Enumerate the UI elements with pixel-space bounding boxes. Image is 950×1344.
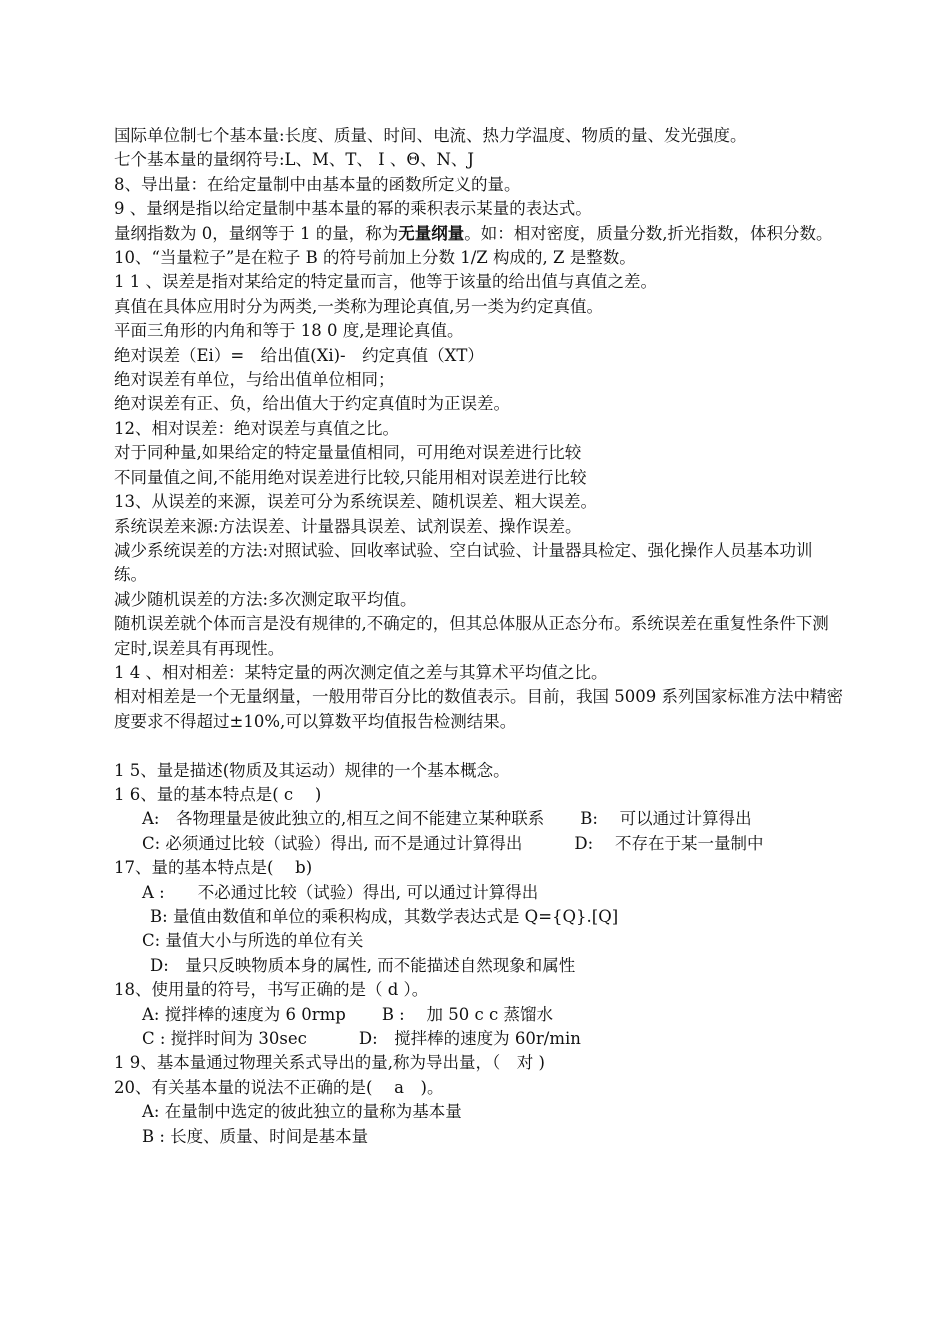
- option-b: B: 可以通过计算得出: [580, 809, 752, 829]
- paragraph-line: 1 4 、相对相差：某特定量的两次测定值之差与其算术平均值之比。: [114, 662, 608, 682]
- question-17: 17、量的基本特点是( b): [114, 858, 313, 878]
- paragraph-line: [114, 222, 844, 246]
- option-c: C: 必须通过比较（试验）得出, 而不是通过计算得出: [142, 833, 523, 853]
- paragraph-line: 系统误差来源:方法误差、计量器具误差、试剂误差、操作误差。: [114, 516, 582, 536]
- option-b: B: 量值由数值和单位的乘积构成，其数学表达式是 Q={Q}.[Q]: [150, 906, 619, 926]
- bold-term: 无量纲量: [398, 223, 465, 243]
- option-a: A : 不必通过比较（试验）得出, 可以通过计算得出: [142, 882, 539, 902]
- option-b: B : 加 50 c c 蒸馏水: [381, 1004, 553, 1024]
- option-row: [114, 1003, 844, 1027]
- paragraph-line: 绝对误差（Ei）= 给出值(Xi)- 约定真值（XT）: [114, 345, 484, 365]
- paragraph-line: 随机误差就个体而言是没有规律的,不确定的，但其总体服从正态分布。系统误差在重复性条件下测定时,误差具有再现性。: [114, 614, 829, 658]
- option-row: [114, 832, 844, 856]
- paragraph-line: 1 1 、误差是指对某给定的特定量而言，他等于该量的给出值与真值之差。: [114, 272, 657, 292]
- option-row: [114, 1027, 844, 1051]
- option-a: A: 搅拌棒的速度为 6 0rmp: [142, 1004, 346, 1024]
- question-16: 1 6、量的基本特点是( c ): [114, 784, 322, 804]
- option-a: A: 各物理量是彼此独立的,相互之间不能建立某种联系: [142, 809, 545, 829]
- question-18: 18、使用量的符号，书写正确的是（ d ）。: [114, 980, 429, 1000]
- option-c: C: 量值大小与所选的单位有关: [142, 931, 364, 951]
- paragraph-line: 平面三角形的内角和等于 18 0 度,是理论真值。: [114, 321, 464, 341]
- paragraph-line: 真值在具体应用时分为两类,一类称为理论真值,另一类为约定真值。: [114, 296, 603, 316]
- paragraph-line: 10、“当量粒子”是在粒子 B 的符号前加上分数 1/Z 构成的, Z 是整数。: [114, 248, 636, 268]
- paragraph-line: 13、从误差的来源，误差可分为系统误差、随机误差、粗大误差。: [114, 492, 597, 512]
- document-body: [114, 124, 844, 1149]
- option-row: [114, 807, 844, 831]
- paragraph-line: 减少随机误差的方法:多次测定取平均值。: [114, 589, 417, 609]
- paragraph-line: 对于同种量,如果给定的特定量量值相同，可用绝对误差进行比较: [114, 443, 582, 463]
- paragraph-line: 国际单位制七个基本量:长度、质量、时间、电流、热力学温度、物质的量、发光强度。: [114, 126, 747, 145]
- question-15: 1 5、量是描述(物质及其运动）规律的一个基本概念。: [114, 760, 510, 780]
- option-a: A: 在量制中选定的彼此独立的量称为基本量: [142, 1102, 462, 1122]
- question-20: 20、有关基本量的说法不正确的是( a )。: [114, 1077, 444, 1097]
- question-19: 1 9、基本量通过物理关系式导出的量,称为导出量，（ 对 ): [114, 1053, 545, 1073]
- blank-line: [114, 734, 844, 758]
- text-run: 。如：相对密度，质量分数,折光指数，体积分数。: [464, 223, 833, 243]
- paragraph-line: 七个基本量的量纲符号:L、M、T、 I 、Θ、N、J: [114, 150, 475, 170]
- option-d: D: 不存在于某一量制中: [574, 833, 764, 853]
- option-d: D: 搅拌棒的速度为 60r/min: [358, 1029, 581, 1049]
- paragraph-line: 9 、量纲是指以给定量制中基本量的幂的乘积表示某量的表达式。: [114, 199, 592, 219]
- paragraph-line: 12、相对误差：绝对误差与真值之比。: [114, 418, 399, 438]
- paragraph-line: 绝对误差有正、负，给出值大于约定真值时为正误差。: [114, 394, 510, 414]
- text-run: 量纲指数为 0，量纲等于 1 的量，称为: [114, 223, 399, 243]
- option-b: B : 长度、质量、时间是基本量: [142, 1126, 369, 1146]
- paragraph-line: 8、导出量：在给定量制中由基本量的函数所定义的量。: [114, 174, 521, 194]
- paragraph-line: 减少系统误差的方法:对照试验、回收率试验、空白试验、计量器具检定、强化操作人员基本功训练。: [114, 540, 813, 585]
- paragraph-line: 绝对误差有单位，与给出值单位相同；: [114, 370, 395, 390]
- option-d: D: 量只反映物质本身的属性, 而不能描述自然现象和属性: [150, 955, 576, 975]
- option-c: C : 搅拌时间为 30sec: [142, 1029, 307, 1049]
- paragraph-line: 相对相差是一个无量纲量，一般用带百分比的数值表示。目前，我国 5009 系列国家标准方法中精密度要求不得超过±10%,可以算数平均值报告检测结果。: [114, 687, 843, 731]
- paragraph-line: 不同量值之间,不能用绝对误差进行比较,只能用相对误差进行比较: [114, 467, 587, 487]
